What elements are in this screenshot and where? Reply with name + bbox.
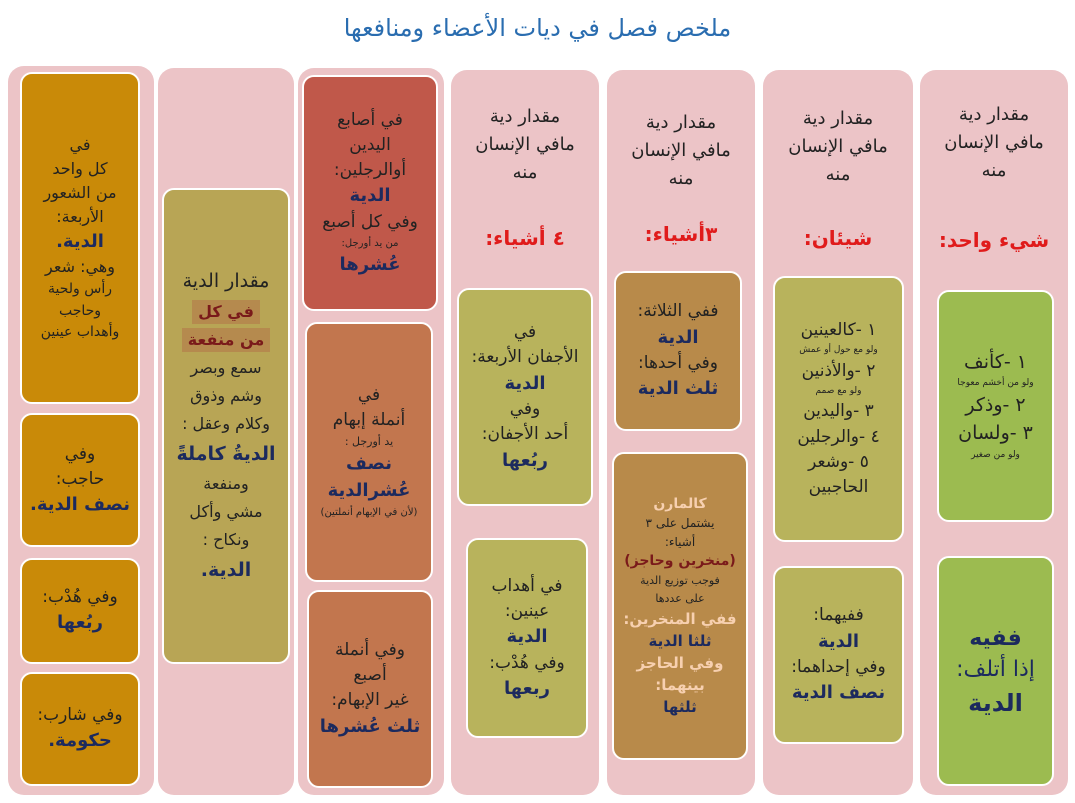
column-seven-box-1 [20,72,140,404]
box1-line-4: الأربعة: [56,206,104,226]
column-six-box [162,188,290,664]
box-line-5: وشم وذوق [190,385,262,405]
box-line-9: مشي وأكل [189,502,263,522]
box-line-10: ونكاح : [202,530,250,550]
item-penis: ٢ -وذكر [965,394,1026,417]
box-line-1: مقدار الدية [182,270,270,293]
box3-line-3: غير الإبهام: [331,690,409,711]
box3-line-4: ثلث عُشرها [319,715,421,737]
box4-line-2: حكومة. [48,730,112,752]
result-line-4: نصف الدية [791,682,886,704]
box-line-6: وكلام وعقل : [182,413,270,433]
item-eyes-note: ولو مع حول أو عمش [799,344,878,355]
box1-line-6: ربُعها [502,449,548,471]
box2-line-6: على عددها [655,592,705,606]
box1-line-2: الأجفان الأربعة: [471,347,579,368]
column-three-count: ٣أشياء: [644,222,718,246]
box1-line-1: ففي الثلاثة: [637,301,719,322]
box2-line-4: (منخرين وحاجز) [624,553,736,570]
header-line-1: مقدار دية [489,106,561,127]
box-line-4: سمع وبصر [190,357,262,377]
box3-line-2: أصبع [353,665,387,686]
box4-line-1: وفي شارب: [37,705,123,726]
box1-line-5: أحد الأجفان: [481,424,569,445]
box1-line-6: وهي: شعر [45,257,115,276]
box1-line-3: وفي أحدها: [638,353,718,373]
column-seven-box-3 [20,558,140,664]
item-tongue: ٣ -ولسان [958,421,1033,444]
item-hands: ٣ -واليدين [803,401,874,422]
box1-line-4: ثلث الدية [637,378,719,400]
header-line-2: مافي الإنسان [788,136,888,158]
column-four-box-2 [466,538,588,738]
header-line-1: مقدار دية [958,104,1030,125]
box2-line-8: ثلثا الدية [648,632,712,651]
box2-line-4: وفي هُدْب: [489,652,565,673]
column-two-header [768,104,908,190]
box2-line-3: يد أورجل : [344,435,394,449]
box2-line-11: ثلثها [663,698,697,717]
page-title: ملخص فصل في ديات الأعضاء ومنافعها [343,14,732,42]
column-five-box-1 [302,75,438,311]
box-line-11: الدية. [200,559,252,582]
item-eyebrows-2: الحاجبين [808,477,869,498]
box2-line-3: أشياء: [664,534,696,549]
box3-line-1: وفي هُدْب: [42,587,118,608]
box1-line-6: من يد أورجل: [341,238,399,249]
column-three-box-1 [614,271,742,431]
box2-line-5: عُشرالدية [327,479,411,501]
column-three-box-2 [612,452,748,760]
box2-line-3: نصف الدية. [29,494,131,515]
box-line-3: من منفعة [182,328,271,352]
box3-line-2: ربُعها [57,612,103,634]
box1-line-4: وفي [509,399,541,419]
column-seven-box-4 [20,672,140,786]
box1-line-2: الدية [657,326,699,348]
box-line-2: في كل [192,300,260,324]
header-line-3: منه [668,168,694,190]
box2-line-1: في [357,384,381,405]
column-seven-box-2 [20,413,140,547]
box2-line-10: بينهما: [655,676,705,695]
box2-line-2: عينين: [504,600,550,621]
column-one-result-box [937,556,1054,786]
item-eyebrows: ٥ -وشعر [808,451,869,472]
item-eyes: ١ -كالعينين [800,319,877,340]
header-line-1: مقدار دية [645,112,717,133]
header-line-3: منه [981,160,1007,182]
box2-line-1: وفي [64,443,96,464]
box1-line-2: اليدين [349,134,391,155]
header-line-2: مافي الإنسان [475,134,575,156]
box1-line-5: الدية. [56,230,104,252]
header-line-2: مافي الإنسان [944,132,1044,154]
box2-line-5: ربعها [504,677,550,699]
column-five-box-3 [307,590,433,788]
box1-line-9: وأهداب عينين [40,324,120,340]
column-four-count: ٤ أشياء: [485,226,565,250]
column-two-count: شيئان: [803,226,873,250]
box1-line-8: وحاجب [58,302,102,319]
box1-line-3: أوالرجلين: [333,160,407,180]
box2-line-5: فوجب توزيع الدية [640,573,720,587]
header-line-1: مقدار دية [802,108,874,129]
header-line-3: منه [512,162,538,184]
header-line-2: مافي الإنسان [631,140,731,162]
column-three-header [612,108,750,194]
item-nose: ١ -كأنف [964,350,1027,373]
box-line-7: الديةُ كاملةً [176,442,276,465]
result-line-2: إذا أتلف: [956,657,1035,682]
box2-line-2: أنملة إبهام [332,409,406,430]
box2-line-7: ففي المنخرين: [623,610,737,629]
box2-line-2: حاجب: [55,468,105,489]
column-two-items-box [773,276,904,542]
box1-line-5: وفي كل أصبع [322,211,418,232]
result-line-1: ففيهما: [813,605,864,626]
box2-line-4: نصف [346,453,392,475]
box3-line-1: وفي أنملة [335,639,405,660]
result-line-3: الدية [968,688,1023,717]
column-one-items-box [937,290,1054,522]
column-one-header [925,100,1063,186]
box1-line-3: من الشعور [43,182,117,202]
box2-line-3: الدية [506,626,548,648]
box1-line-4: الدية [349,185,391,207]
box1-line-2: كل واحد [52,158,108,178]
result-line-1: ففيه [969,625,1022,651]
box2-line-1: في أهداب [491,575,563,596]
item-nose-note: ولو من أخشم معوجا [957,378,1034,389]
column-four-header [456,102,594,188]
item-legs: ٤ -والرجلين [797,426,880,447]
item-ears: ٢ -والأذنين [801,360,876,381]
box1-line-3: الدية [504,372,546,394]
item-tongue-note: ولو من صغير [971,449,1020,460]
box2-line-6: (لأن في الإبهام أنملتين) [320,507,418,519]
box2-line-9: وفي الحاجز [636,654,724,673]
box1-line-7: رأس ولحية [48,281,112,297]
header-line-3: منه [825,164,851,186]
box-line-8: ومنفعة [203,474,249,494]
item-ears-note: ولو مع صمم [815,385,862,396]
column-two-result-box [773,566,904,744]
box2-line-2: يشتمل على ٣ [645,516,715,531]
column-four-box-1 [457,288,593,506]
box1-line-1: في [513,322,537,342]
box1-line-1: في أصابع [337,109,403,130]
column-one-count: شيء واحد: [938,228,1050,252]
box1-line-1: في [69,134,91,154]
result-line-3: وفي إحداهما: [791,657,886,677]
column-five-box-2 [305,322,433,582]
result-line-2: الدية [818,630,860,652]
box1-line-7: عُشرها [339,254,401,275]
box2-line-1: كالمارن [653,495,707,512]
